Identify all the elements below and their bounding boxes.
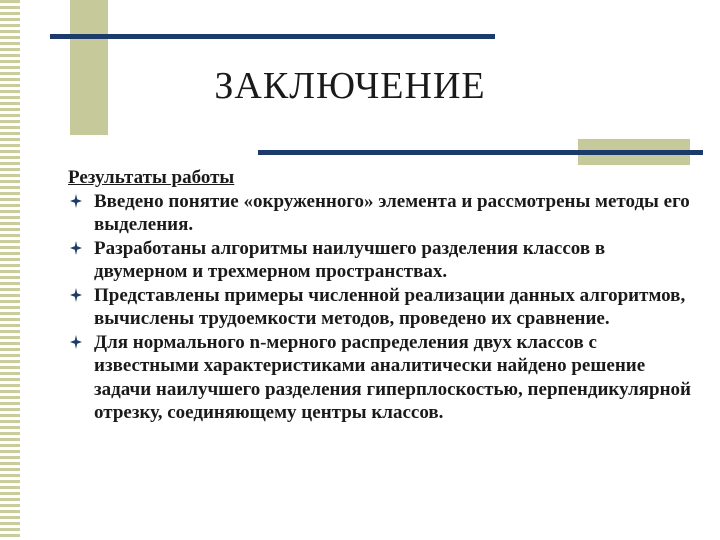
- list-item-text: Разработаны алгоритмы наилучшего разделения классов в двумерном и трехмерном пространствах.: [94, 237, 606, 282]
- diamond-bullet-icon: [70, 241, 82, 255]
- diamond-bullet-icon: [70, 194, 82, 208]
- list-item: [68, 190, 698, 237]
- diamond-bullet-icon: [70, 335, 82, 349]
- slide-body: [68, 166, 698, 425]
- section-heading: Результаты работы: [68, 167, 235, 188]
- list-item-text: Представлены примеры численной реализации данных алгоритмов, вычислены трудоемкости методов, проведено их сравнение.: [94, 284, 686, 329]
- slide-title: ЗАКЛЮЧЕНИЕ: [214, 65, 486, 107]
- list-item: [68, 284, 698, 331]
- middle-navy-bar: [258, 150, 703, 155]
- left-stripe-decoration: [0, 0, 20, 540]
- list-item-text: Для нормального n-мерного распределения двух классов с известными характеристиками аналитически найдено решение задачи наилучшего разделения гиперплоскостью, перпендикулярной отрезку, соединяющему центры классов.: [94, 331, 691, 423]
- diamond-bullet-icon: [70, 288, 82, 302]
- list-item-text: Введено понятие «окруженного» элемента и рассмотрены методы его выделения.: [94, 190, 690, 235]
- results-list: [68, 190, 698, 425]
- top-navy-bar: [50, 34, 495, 39]
- list-item: [68, 237, 698, 284]
- list-item: [68, 331, 698, 425]
